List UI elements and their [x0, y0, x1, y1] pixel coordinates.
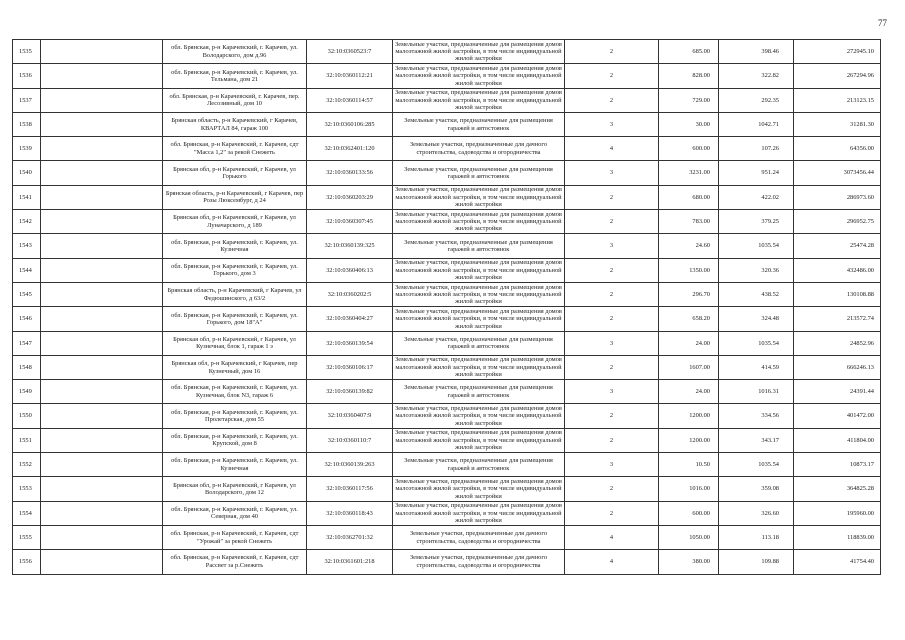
land-cadastral-table	[12, 39, 881, 575]
area-cell: 658.20	[659, 307, 719, 331]
area-cell: 1607.00	[659, 355, 719, 379]
address-cell: Брянская область, р-н Карачевский, г Карачев, пер Розы Люксембург, д 24	[163, 185, 307, 209]
specific-value-cell: 359.08	[719, 477, 794, 501]
land-use-cell: Земельные участки, предназначенные для размещения домов малоэтажной жилой застройки, в том числе индивидуальной жилой застройки	[393, 258, 565, 282]
address-cell: Брянская обл, р-н Карачевский, г Карачев, пер Кузнечный, дом 16	[163, 355, 307, 379]
empty-cell	[41, 380, 163, 404]
cadastral-value-cell: 64356.00	[794, 137, 881, 161]
group-number-cell: 2	[565, 477, 659, 501]
land-use-cell: Земельные участки, предназначенные для размещения гаражей и автостоянок	[393, 234, 565, 258]
cadastral-number-cell: 32:10:0360114:57	[307, 88, 393, 112]
table-row	[13, 331, 881, 355]
specific-value-cell: 109.88	[719, 550, 794, 574]
land-use-cell: Земельные участки, предназначенные для размещения домов малоэтажной жилой застройки, в том числе индивидуальной жилой застройки	[393, 477, 565, 501]
area-cell: 1050.00	[659, 525, 719, 549]
address-cell: обл. Брянская, р-н Карачевский, г. Карачев, сдт "Масса 1,2" за рекой Снежеть	[163, 137, 307, 161]
land-use-cell: Земельные участки, предназначенные для размещения домов малоэтажной жилой застройки, в том числе индивидуальной жилой застройки	[393, 307, 565, 331]
cadastral-value-cell: 411804.00	[794, 428, 881, 452]
cadastral-number-cell: 32:10:0360407:9	[307, 404, 393, 428]
cadastral-number-cell: 32:10:0360117:56	[307, 477, 393, 501]
group-number-cell: 2	[565, 88, 659, 112]
address-cell: обл. Брянская, р-н Карачевский, г. Карачев, сдт "Урожай" за рекой Снежеть	[163, 525, 307, 549]
table-row	[13, 477, 881, 501]
area-cell: 1350.00	[659, 258, 719, 282]
cadastral-number-cell: 32:10:0360404:27	[307, 307, 393, 331]
specific-value-cell: 1042.71	[719, 112, 794, 136]
group-number-cell: 2	[565, 64, 659, 88]
table-row	[13, 88, 881, 112]
cadastral-number-cell: 32:10:0362701:32	[307, 525, 393, 549]
table-row	[13, 185, 881, 209]
specific-value-cell: 334.56	[719, 404, 794, 428]
empty-cell	[41, 88, 163, 112]
specific-value-cell: 1035.54	[719, 234, 794, 258]
land-use-cell: Земельные участки, предназначенные для размещения гаражей и автостоянок	[393, 112, 565, 136]
table-row	[13, 428, 881, 452]
land-use-cell: Земельные участки, предназначенные для размещения домов малоэтажной жилой застройки, в том числе индивидуальной жилой застройки	[393, 501, 565, 525]
group-number-cell: 3	[565, 453, 659, 477]
cadastral-value-cell: 24852.96	[794, 331, 881, 355]
cadastral-number-cell: 32:10:0360139:325	[307, 234, 393, 258]
cadastral-number-cell: 32:10:0360112:21	[307, 64, 393, 88]
empty-cell	[41, 64, 163, 88]
area-cell: 1200.00	[659, 404, 719, 428]
row-number: 1549	[13, 380, 41, 404]
land-use-cell: Земельные участки, предназначенные для размещения домов малоэтажной жилой застройки, в том числе индивидуальной жилой застройки	[393, 355, 565, 379]
page-number: 77	[878, 18, 887, 28]
cadastral-value-cell: 31281.30	[794, 112, 881, 136]
cadastral-value-cell: 10873.17	[794, 453, 881, 477]
land-use-cell: Земельные участки, предназначенные для размещения домов малоэтажной жилой застройки, в том числе индивидуальной жилой застройки	[393, 40, 565, 64]
cadastral-number-cell: 32:10:0360110:7	[307, 428, 393, 452]
address-cell: обл. Брянская, р-н Карачевский, г. Карачев, ул. Тельмана, дом 21	[163, 64, 307, 88]
row-number: 1536	[13, 64, 41, 88]
specific-value-cell: 320.36	[719, 258, 794, 282]
cadastral-number-cell: 32:10:0360139:82	[307, 380, 393, 404]
specific-value-cell: 1035.54	[719, 453, 794, 477]
address-cell: Брянская область, р-н Карачевский, г Карачев, ул Федюшинского, д 63/2	[163, 282, 307, 306]
row-number: 1552	[13, 453, 41, 477]
land-use-cell: Земельные участки, предназначенные для размещения домов малоэтажной жилой застройки, в том числе индивидуальной жилой застройки	[393, 282, 565, 306]
empty-cell	[41, 355, 163, 379]
address-cell: обл. Брянская, р-н Карачевский, г. Карачев, пер. Лесозивный, дом 10	[163, 88, 307, 112]
specific-value-cell: 438.52	[719, 282, 794, 306]
table-row	[13, 258, 881, 282]
row-number: 1550	[13, 404, 41, 428]
table-row	[13, 525, 881, 549]
table-row	[13, 404, 881, 428]
area-cell: 600.00	[659, 501, 719, 525]
table-row	[13, 307, 881, 331]
cadastral-value-cell: 364825.28	[794, 477, 881, 501]
area-cell: 783.00	[659, 210, 719, 234]
empty-cell	[41, 307, 163, 331]
area-cell: 10.50	[659, 453, 719, 477]
table-row	[13, 453, 881, 477]
land-use-cell: Земельные участки, предназначенные для дачного строительства, садоводства и огородничества	[393, 525, 565, 549]
row-number: 1547	[13, 331, 41, 355]
address-cell: Брянская обл, р-н Карачевский, г Карачев, ул Володарского, дом 12	[163, 477, 307, 501]
address-cell: обл. Брянская, р-н Карачевский, г. Карачев, ул. Пролетарская, дом 55	[163, 404, 307, 428]
row-number: 1541	[13, 185, 41, 209]
specific-value-cell: 422.02	[719, 185, 794, 209]
group-number-cell: 2	[565, 355, 659, 379]
cadastral-number-cell: 32:10:0360139:54	[307, 331, 393, 355]
group-number-cell: 3	[565, 331, 659, 355]
group-number-cell: 2	[565, 428, 659, 452]
land-use-cell: Земельные участки, предназначенные для размещения домов малоэтажной жилой застройки, в том числе индивидуальной жилой застройки	[393, 428, 565, 452]
land-use-cell: Земельные участки, предназначенные для размещения домов малоэтажной жилой застройки, в том числе индивидуальной жилой застройки	[393, 88, 565, 112]
cadastral-value-cell: 432486.00	[794, 258, 881, 282]
specific-value-cell: 113.18	[719, 525, 794, 549]
group-number-cell: 3	[565, 380, 659, 404]
land-use-cell: Земельные участки, предназначенные для размещения домов малоэтажной жилой застройки, в том числе индивидуальной жилой застройки	[393, 185, 565, 209]
cadastral-number-cell: 32:10:0360118:43	[307, 501, 393, 525]
land-use-cell: Земельные участки, предназначенные для размещения домов малоэтажной жилой застройки, в том числе индивидуальной жилой застройки	[393, 64, 565, 88]
land-use-cell: Земельные участки, предназначенные для размещения гаражей и автостоянок	[393, 331, 565, 355]
specific-value-cell: 379.25	[719, 210, 794, 234]
address-cell: обл. Брянская, р-н Карачевский, г. Карачев, ул. Горького, дом 3	[163, 258, 307, 282]
row-number: 1542	[13, 210, 41, 234]
area-cell: 828.00	[659, 64, 719, 88]
address-cell: обл. Брянская, р-н Карачевский, г. Карачев, ул. Кузнечная, блок N3, гараж 6	[163, 380, 307, 404]
cadastral-value-cell: 286973.60	[794, 185, 881, 209]
empty-cell	[41, 282, 163, 306]
cadastral-number-cell: 32:10:0360139:263	[307, 453, 393, 477]
area-cell: 30.00	[659, 112, 719, 136]
specific-value-cell: 343.17	[719, 428, 794, 452]
group-number-cell: 3	[565, 112, 659, 136]
group-number-cell: 2	[565, 404, 659, 428]
empty-cell	[41, 404, 163, 428]
land-use-cell: Земельные участки, предназначенные для дачного строительства, садоводства и огородничества	[393, 137, 565, 161]
row-number: 1544	[13, 258, 41, 282]
table-row	[13, 380, 881, 404]
area-cell: 24.00	[659, 331, 719, 355]
empty-cell	[41, 428, 163, 452]
land-use-cell: Земельные участки, предназначенные для размещения домов малоэтажной жилой застройки, в том числе индивидуальной жилой застройки	[393, 404, 565, 428]
empty-cell	[41, 258, 163, 282]
row-number: 1554	[13, 501, 41, 525]
cadastral-number-cell: 32:10:0361601:218	[307, 550, 393, 574]
table-row	[13, 64, 881, 88]
empty-cell	[41, 161, 163, 185]
table-row	[13, 40, 881, 64]
empty-cell	[41, 112, 163, 136]
area-cell: 680.00	[659, 185, 719, 209]
cadastral-value-cell: 130108.88	[794, 282, 881, 306]
empty-cell	[41, 331, 163, 355]
specific-value-cell: 322.82	[719, 64, 794, 88]
empty-cell	[41, 477, 163, 501]
area-cell: 729.00	[659, 88, 719, 112]
area-cell: 380.00	[659, 550, 719, 574]
row-number: 1546	[13, 307, 41, 331]
group-number-cell: 4	[565, 550, 659, 574]
group-number-cell: 2	[565, 210, 659, 234]
area-cell: 296.70	[659, 282, 719, 306]
address-cell: обл. Брянская, р-н Карачевский, г. Карачев, сдт Рассвет за р.Снежеть	[163, 550, 307, 574]
cadastral-value-cell: 296952.75	[794, 210, 881, 234]
row-number: 1556	[13, 550, 41, 574]
cadastral-value-cell: 213572.74	[794, 307, 881, 331]
area-cell: 1016.00	[659, 477, 719, 501]
row-number: 1555	[13, 525, 41, 549]
empty-cell	[41, 210, 163, 234]
specific-value-cell: 326.60	[719, 501, 794, 525]
empty-cell	[41, 453, 163, 477]
group-number-cell: 3	[565, 234, 659, 258]
empty-cell	[41, 137, 163, 161]
group-number-cell: 2	[565, 501, 659, 525]
specific-value-cell: 324.48	[719, 307, 794, 331]
specific-value-cell: 1016.31	[719, 380, 794, 404]
cadastral-number-cell: 32:10:0360307:45	[307, 210, 393, 234]
group-number-cell: 2	[565, 307, 659, 331]
table-row	[13, 550, 881, 574]
group-number-cell: 2	[565, 185, 659, 209]
land-use-cell: Земельные участки, предназначенные для размещения гаражей и автостоянок	[393, 380, 565, 404]
area-cell: 24.60	[659, 234, 719, 258]
table-row	[13, 210, 881, 234]
cadastral-number-cell: 32:10:0360523:7	[307, 40, 393, 64]
cadastral-value-cell: 3073456.44	[794, 161, 881, 185]
cadastral-value-cell: 666246.13	[794, 355, 881, 379]
cadastral-value-cell: 25474.28	[794, 234, 881, 258]
group-number-cell: 3	[565, 161, 659, 185]
land-use-cell: Земельные участки, предназначенные для размещения гаражей и автостоянок	[393, 453, 565, 477]
row-number: 1551	[13, 428, 41, 452]
row-number: 1540	[13, 161, 41, 185]
table-row	[13, 355, 881, 379]
row-number: 1537	[13, 88, 41, 112]
row-number: 1545	[13, 282, 41, 306]
group-number-cell: 4	[565, 525, 659, 549]
cadastral-value-cell: 401472.00	[794, 404, 881, 428]
row-number: 1538	[13, 112, 41, 136]
specific-value-cell: 1035.54	[719, 331, 794, 355]
land-use-cell: Земельные участки, предназначенные для дачного строительства, садоводства и огородничества	[393, 550, 565, 574]
address-cell: Брянская область, р-н Карачевский, г Карачев, КВАРТАЛ 84, гараж 100	[163, 112, 307, 136]
land-use-cell: Земельные участки, предназначенные для размещения гаражей и автостоянок	[393, 161, 565, 185]
table-row	[13, 234, 881, 258]
specific-value-cell: 951.24	[719, 161, 794, 185]
address-cell: обл. Брянская, р-н Карачевский, г. Карачев, ул. Северная, дом 40	[163, 501, 307, 525]
address-cell: обл. Брянская, р-н Карачевский, г. Карачев, ул. Крупской, дом 8	[163, 428, 307, 452]
land-use-cell: Земельные участки, предназначенные для размещения домов малоэтажной жилой застройки, в том числе индивидуальной жилой застройки	[393, 210, 565, 234]
row-number: 1543	[13, 234, 41, 258]
group-number-cell: 2	[565, 282, 659, 306]
table-row	[13, 282, 881, 306]
area-cell: 1200.00	[659, 428, 719, 452]
cadastral-value-cell: 118839.00	[794, 525, 881, 549]
address-cell: Брянская обл, р-н Карачевский, г Карачев, ул Луначарского, д 189	[163, 210, 307, 234]
area-cell: 600.00	[659, 137, 719, 161]
cadastral-value-cell: 272945.10	[794, 40, 881, 64]
address-cell: обл. Брянская, р-н Карачевский, г. Карачев, ул. Кузнечная	[163, 453, 307, 477]
group-number-cell: 2	[565, 40, 659, 64]
cadastral-number-cell: 32:10:0360133:56	[307, 161, 393, 185]
empty-cell	[41, 185, 163, 209]
specific-value-cell: 292.35	[719, 88, 794, 112]
cadastral-value-cell: 213123.15	[794, 88, 881, 112]
table-row	[13, 112, 881, 136]
cadastral-number-cell: 32:10:0360406:13	[307, 258, 393, 282]
area-cell: 3231.00	[659, 161, 719, 185]
address-cell: Брянская обл, р-н Карачевский, г Карачев, ул Горького	[163, 161, 307, 185]
empty-cell	[41, 550, 163, 574]
area-cell: 24.00	[659, 380, 719, 404]
cadastral-number-cell: 32:10:0360106:285	[307, 112, 393, 136]
group-number-cell: 4	[565, 137, 659, 161]
address-cell: обл. Брянская, р-н Карачевский, г. Карачев, ул. Горького, дом 18"А"	[163, 307, 307, 331]
address-cell: обл. Брянская, р-н Карачевский, г. Карачев, ул. Володарского, дом д.96	[163, 40, 307, 64]
empty-cell	[41, 40, 163, 64]
row-number: 1539	[13, 137, 41, 161]
cadastral-value-cell: 267294.96	[794, 64, 881, 88]
specific-value-cell: 398.46	[719, 40, 794, 64]
group-number-cell: 2	[565, 258, 659, 282]
cadastral-number-cell: 32:10:0362401:120	[307, 137, 393, 161]
empty-cell	[41, 234, 163, 258]
address-cell: обл. Брянская, р-н Карачевский, г. Карачев, ул. Кузнечная	[163, 234, 307, 258]
cadastral-number-cell: 32:10:0360106:17	[307, 355, 393, 379]
cadastral-number-cell: 32:10:0360202:5	[307, 282, 393, 306]
table-row	[13, 161, 881, 185]
cadastral-value-cell: 195960.00	[794, 501, 881, 525]
cadastral-value-cell: 41754.40	[794, 550, 881, 574]
table-row	[13, 501, 881, 525]
table-row	[13, 137, 881, 161]
specific-value-cell: 107.26	[719, 137, 794, 161]
cadastral-value-cell: 24391.44	[794, 380, 881, 404]
row-number: 1548	[13, 355, 41, 379]
address-cell: Брянская обл, р-н Карачевский, г Карачев, ул Кузнечная, блок 1, гараж 1 э	[163, 331, 307, 355]
area-cell: 685.00	[659, 40, 719, 64]
specific-value-cell: 414.59	[719, 355, 794, 379]
cadastral-number-cell: 32:10:0360203:29	[307, 185, 393, 209]
row-number: 1535	[13, 40, 41, 64]
row-number: 1553	[13, 477, 41, 501]
empty-cell	[41, 501, 163, 525]
empty-cell	[41, 525, 163, 549]
